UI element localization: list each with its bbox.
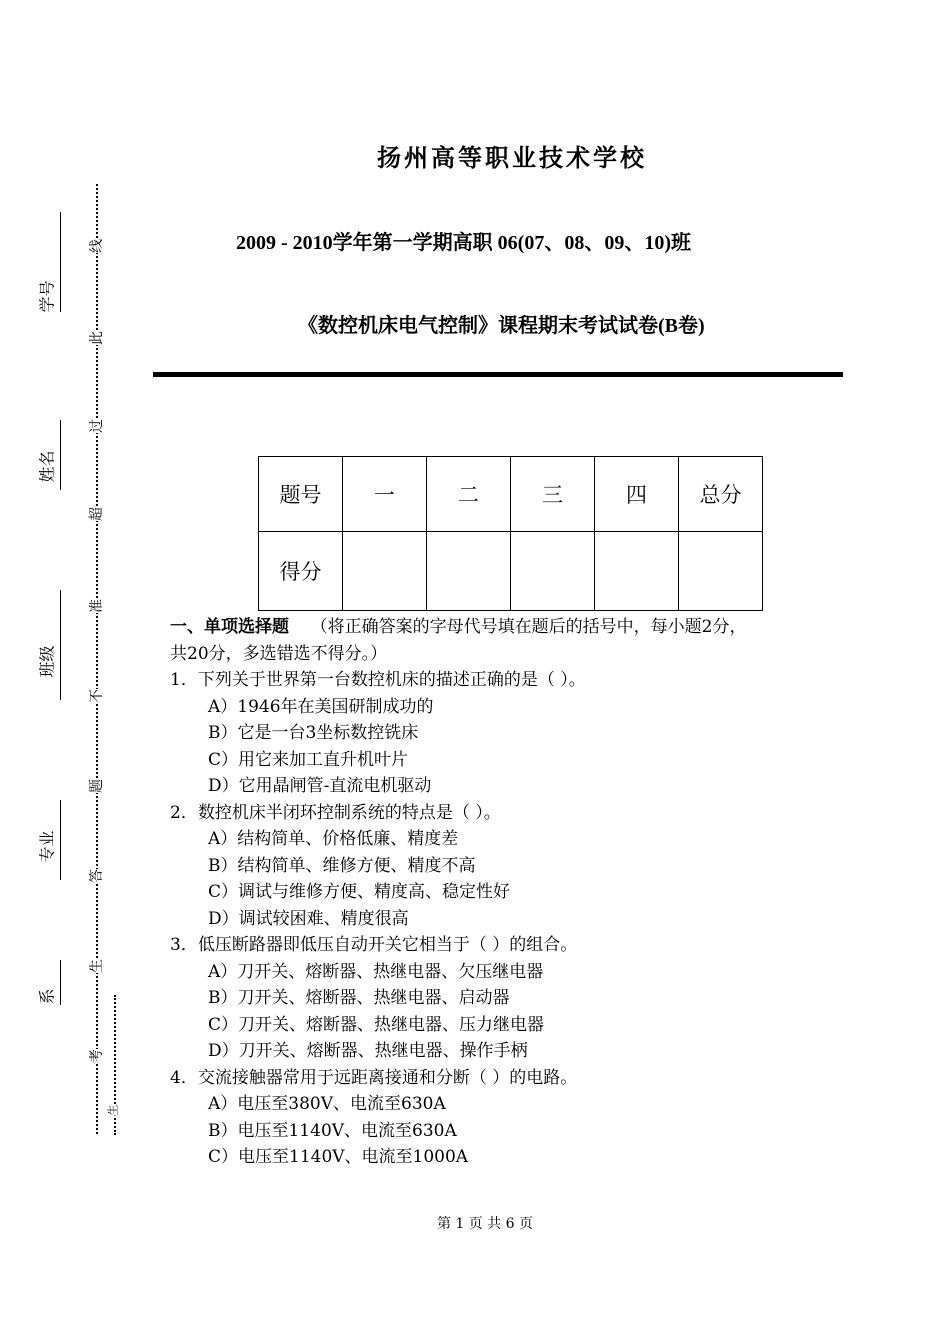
question-stem: 3．低压断路器即低压自动开关它相当于（ ）的组合。 bbox=[170, 935, 578, 955]
question-option: C）调试与维修方便、精度高、稳定性好 bbox=[208, 882, 511, 902]
question-option: C）电压至1140V、电流至1000A bbox=[208, 1147, 469, 1167]
question-option: A）刀开关、熔断器、热继电器、欠压继电器 bbox=[208, 961, 544, 982]
question-option: A）1946年在美国研制成功的 bbox=[208, 696, 434, 717]
question-option: A）电压至380V、电流至630A bbox=[208, 1094, 446, 1114]
question-option: C）用它来加工直升机叶片 bbox=[208, 749, 409, 770]
seal-char: 超 bbox=[89, 507, 105, 521]
question-option: B）刀开关、熔断器、热继电器、启动器 bbox=[208, 988, 510, 1008]
question-option: A）结构简单、价格低廉、精度差 bbox=[208, 829, 459, 849]
section-1-instruction-cont: 共20分，多选错选不得分。） bbox=[170, 643, 388, 664]
score-input-cell[interactable] bbox=[343, 532, 427, 611]
student-id-line bbox=[60, 212, 61, 312]
seal-char: 生 bbox=[89, 959, 105, 973]
score-row-label: 得分 bbox=[259, 532, 343, 611]
question-stem: 1．下列关于世界第一台数控机床的描述正确的是（ ）。 bbox=[170, 670, 586, 690]
score-header-cell: 二 bbox=[427, 457, 511, 532]
seal-char: 准 bbox=[89, 599, 105, 613]
score-input-cell[interactable] bbox=[679, 532, 763, 611]
score-header-cell: 一 bbox=[343, 457, 427, 532]
term-line: 2009 - 2010学年第一学期高职 06(07、08、09、10)班 bbox=[236, 232, 691, 254]
score-table bbox=[258, 456, 763, 611]
question-option: B）电压至1140V、电流至630A bbox=[208, 1120, 457, 1141]
major-line bbox=[60, 800, 61, 880]
exam-title: 《数控机床电气控制》课程期末考试试卷(B卷) bbox=[298, 315, 705, 337]
name-label: 姓名 bbox=[37, 450, 57, 483]
question-option: D）它用晶闸管-直流电机驱动 bbox=[208, 776, 432, 796]
department-line bbox=[60, 960, 61, 1005]
major-label: 专业 bbox=[37, 830, 57, 863]
score-header-cell: 四 bbox=[595, 457, 679, 532]
score-table-header-row bbox=[259, 457, 763, 532]
section-1 bbox=[170, 614, 870, 1171]
class-line bbox=[60, 590, 61, 700]
score-input-cell[interactable] bbox=[595, 532, 679, 611]
class-label: 班级 bbox=[37, 645, 57, 678]
question-option: B）结构简单、维修方便、精度不高 bbox=[208, 855, 476, 876]
section-1-instruction: （将正确答案的字母代号填在题后的括号中，每小题2分， bbox=[310, 617, 747, 637]
score-table-score-row bbox=[259, 532, 763, 611]
school-name: 扬州高等职业技术学校 bbox=[377, 144, 647, 172]
seal-char: 题 bbox=[89, 779, 105, 793]
seal-char: 生 bbox=[104, 1105, 124, 1116]
question-option: D）刀开关、熔断器、热继电器、操作手柄 bbox=[208, 1041, 528, 1061]
department-label: 系 bbox=[37, 988, 57, 1005]
seal-char: 过 bbox=[89, 419, 105, 433]
question-stem: 2．数控机床半闭环控制系统的特点是（ ）。 bbox=[170, 802, 501, 823]
page-number: 第 1 页 共 6 页 bbox=[436, 1216, 534, 1232]
seal-char: 不 bbox=[89, 689, 105, 703]
question-option: B）它是一台3坐标数控铣床 bbox=[208, 723, 419, 743]
section-1-title: 一、单项选择题 bbox=[170, 617, 289, 637]
seal-char: 答 bbox=[89, 869, 105, 883]
seal-char: 此 bbox=[89, 331, 105, 345]
seal-char: 考 bbox=[89, 1049, 105, 1063]
score-input-cell[interactable] bbox=[427, 532, 511, 611]
question-option: C）刀开关、熔断器、热继电器、压力继电器 bbox=[208, 1014, 545, 1035]
header-rule bbox=[153, 372, 843, 377]
question-stem: 4．交流接触器常用于远距离接通和分断（ ）的电路。 bbox=[170, 1067, 578, 1088]
seal-char: 线 bbox=[89, 239, 105, 253]
question-option: D）调试较困难、精度很高 bbox=[208, 908, 409, 929]
score-header-cell: 三 bbox=[511, 457, 595, 532]
student-id-label: 学号 bbox=[37, 280, 57, 313]
score-input-cell[interactable] bbox=[511, 532, 595, 611]
score-header-cell: 总分 bbox=[679, 457, 763, 532]
section-1-heading bbox=[170, 614, 870, 641]
name-line bbox=[60, 420, 61, 490]
score-header-cell: 题号 bbox=[259, 457, 343, 532]
seal-dotted-line bbox=[96, 184, 98, 1134]
